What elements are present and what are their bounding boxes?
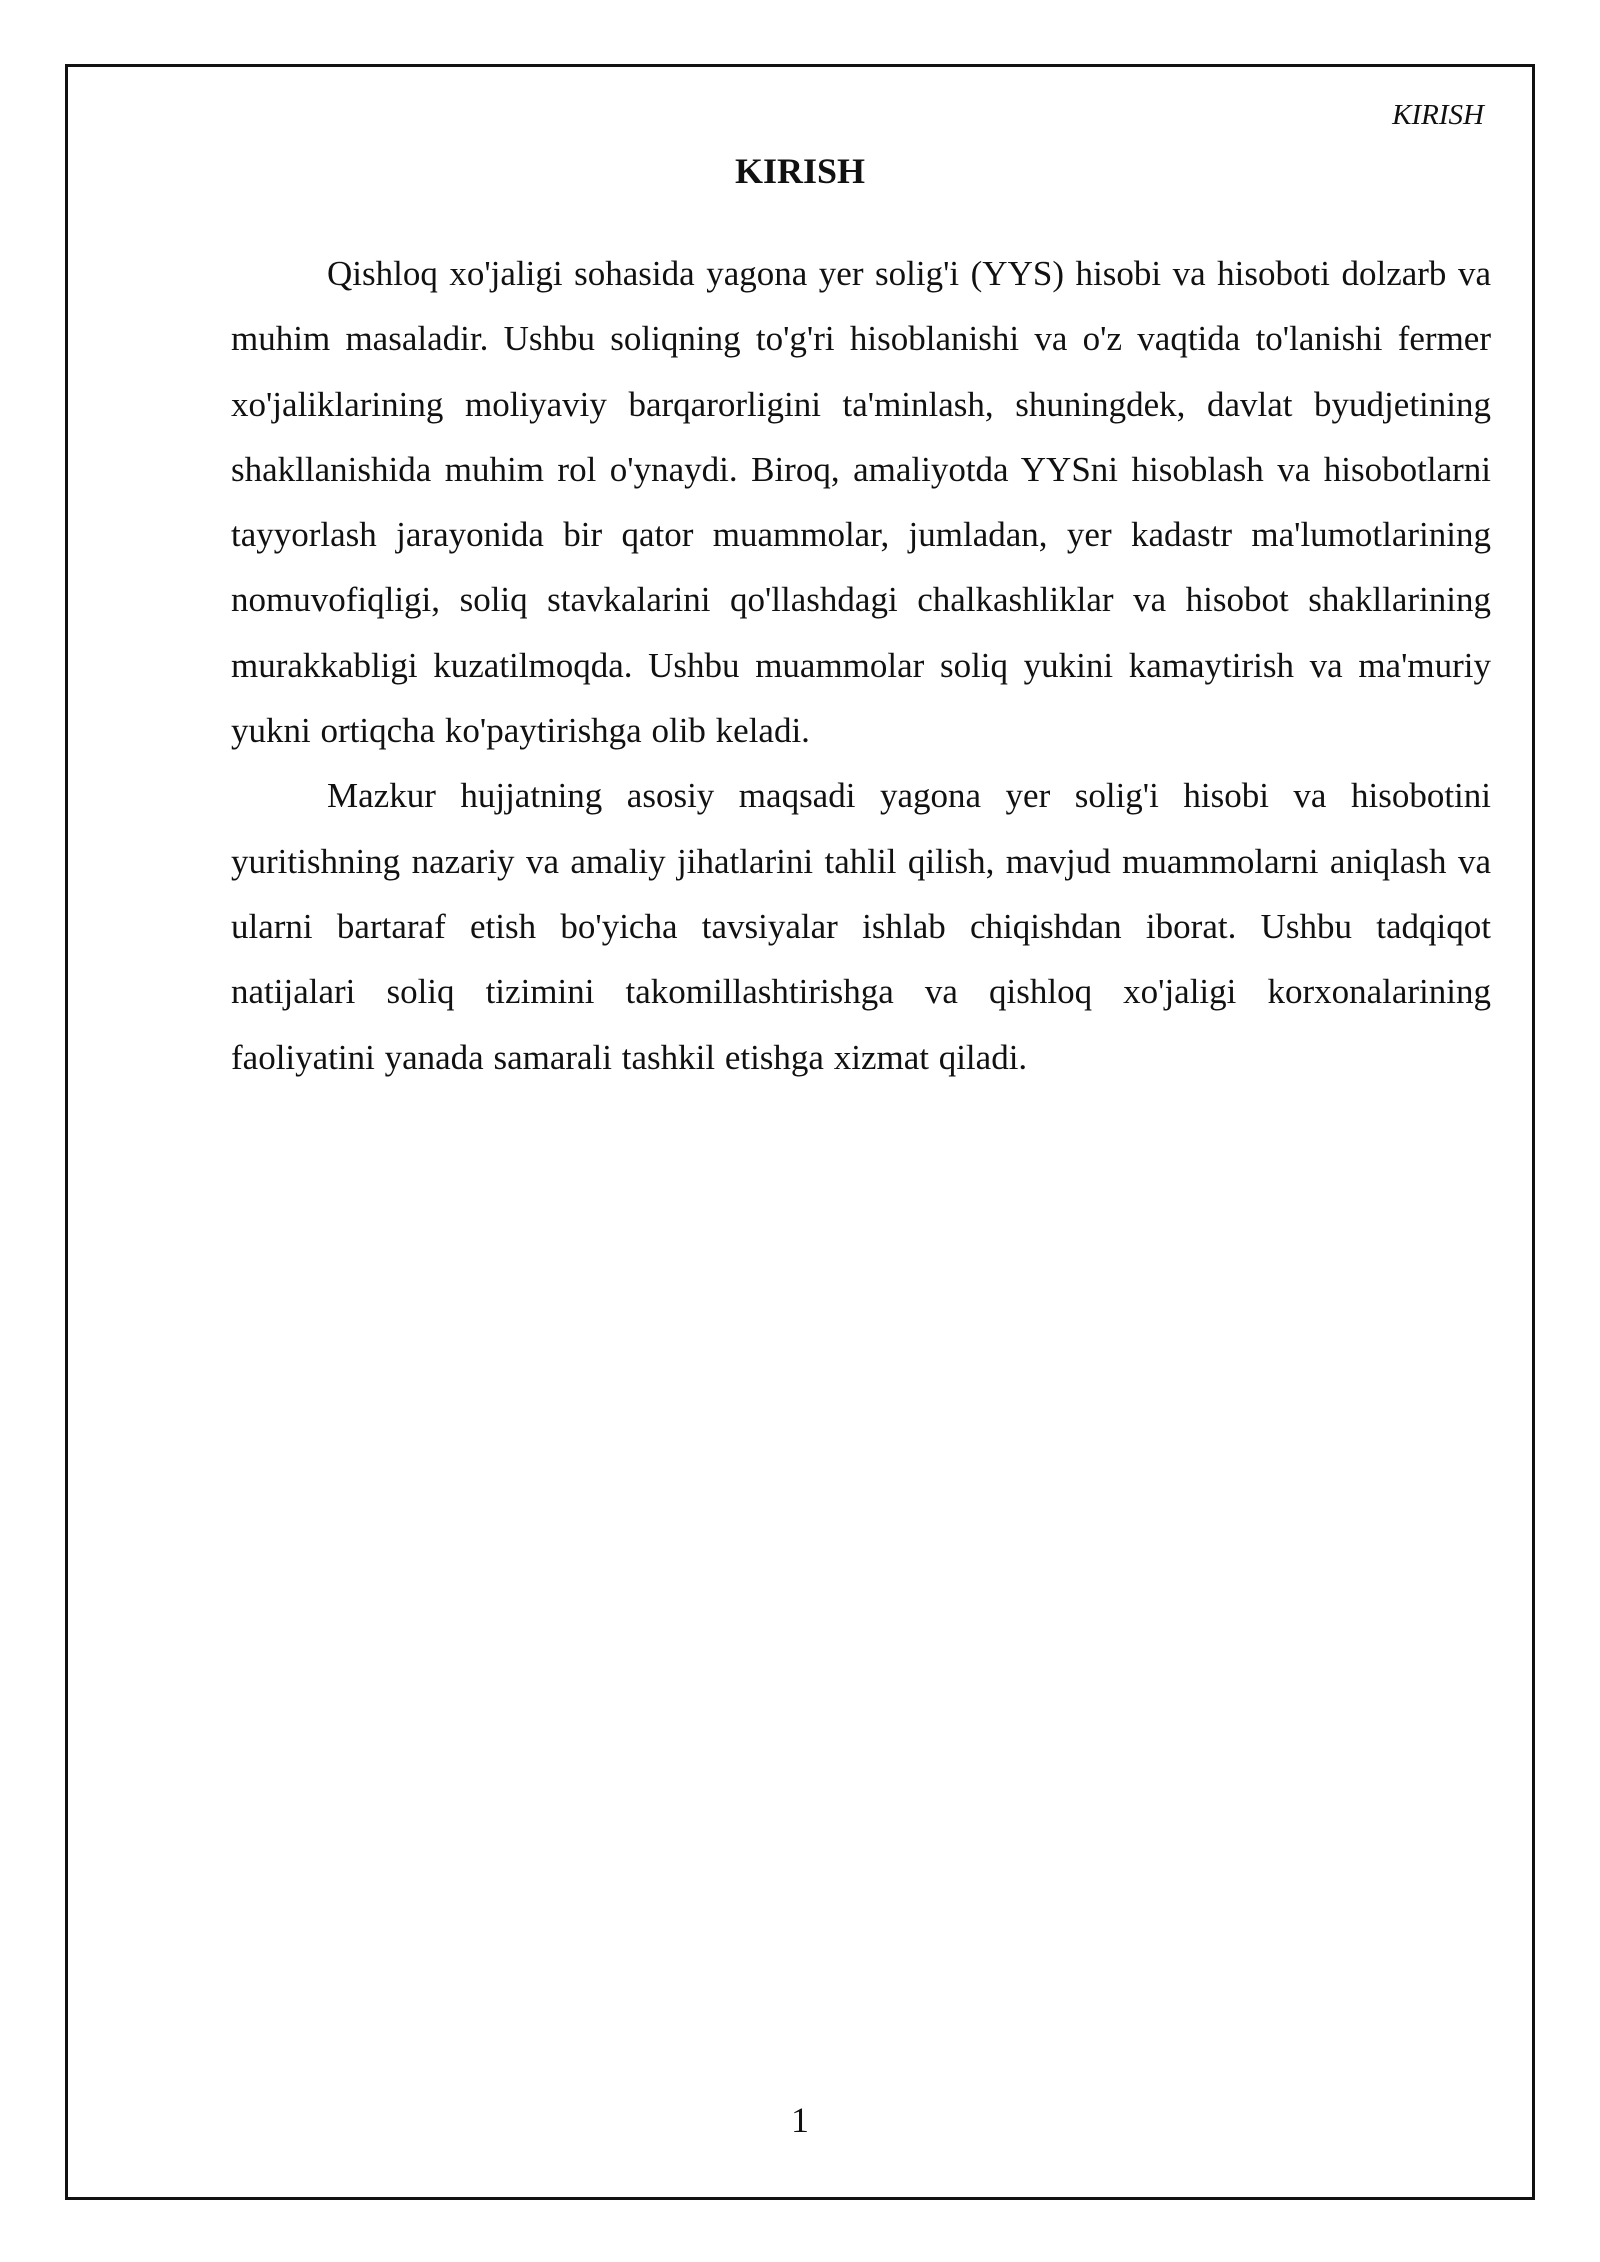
document-body [231, 241, 1491, 1090]
paragraph-1: Qishloq xo'jaligi sohasida yagona yer solig'i (YYS) hisobi va hisoboti dolzarb va muhim masaladir. Ushbu soliqning to'g'ri hisoblanishi va o'z vaqtida to'lanishi fermer xo'jaliklarining moliyaviy barqarorligini ta'minlash, shuningdek, davlat byudjetining shakllanishida muhim rol o'ynaydi. Biroq, amaliyotda YYSni hisoblash va hisobotlarni tayyorlash jarayonida bir qator muammolar, jumladan, yer kadastr ma'lumotlarining nomuvofiqligi, soliq stavkalarini qo'llashdagi chalkashliklar va hisobot shakllarining murakkabligi kuzatilmoqda. Ushbu muammolar soliq yukini kamaytirish va ma'muriy yukni ortiqcha ko'paytirishga olib keladi. [231, 254, 1491, 751]
page-title: KIRISH [734, 151, 866, 191]
running-header: KIRISH [1392, 99, 1484, 131]
page-number: 1 [791, 2100, 809, 2140]
page-frame [65, 64, 1535, 2200]
paragraph-2: Mazkur hujjatning asosiy maqsadi yagona yer solig'i hisobi va hisobotini yuritishning nazariy va amaliy jihatlarini tahlil qilish, mavjud muammolarni aniqlash va ularni bartaraf etish bo'yicha tavsiyalar ishlab chiqishdan iborat. Ushbu tadqiqot natijalari soliq tizimini takomillashtirishga va qishloq xo'jaligi korxonalarining faoliyatini yanada samarali tashkil etishga xizmat qiladi. [231, 776, 1491, 1077]
